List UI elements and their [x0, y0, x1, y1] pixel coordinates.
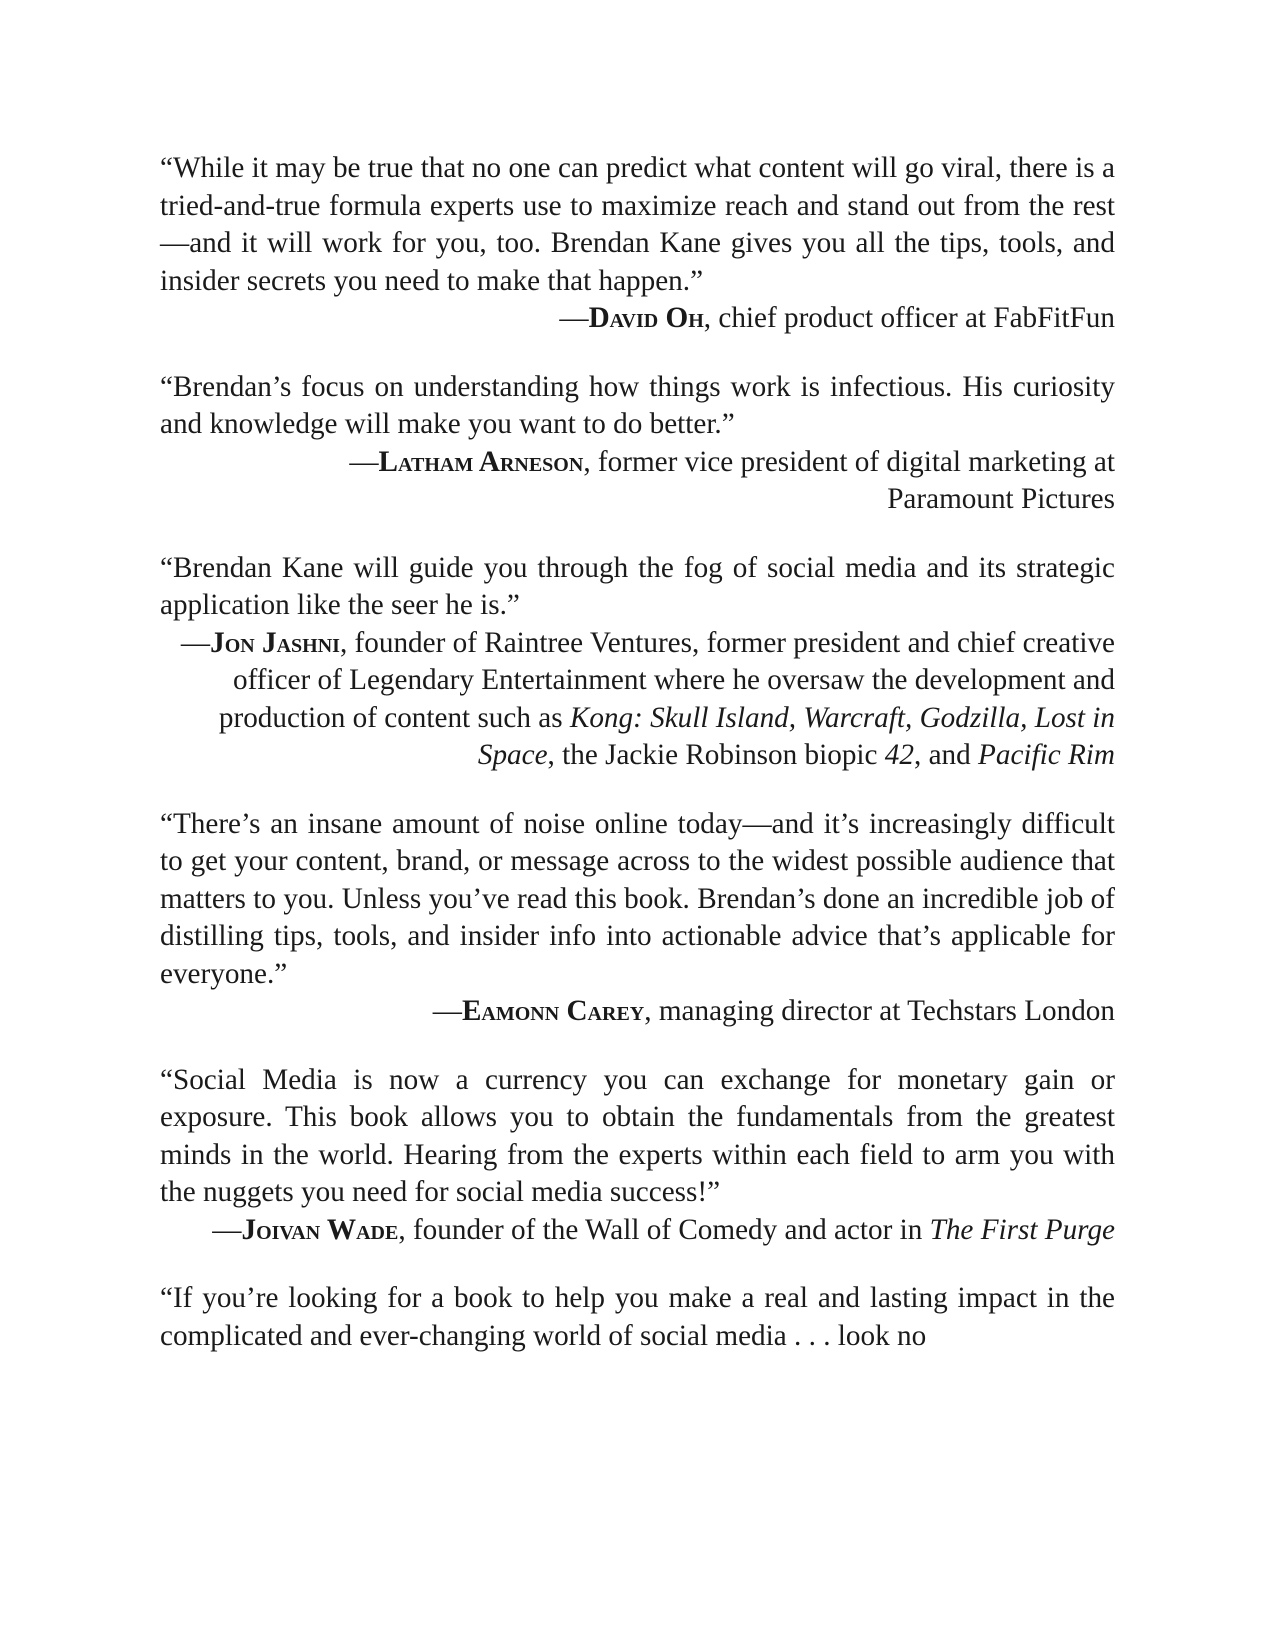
blurb-quote: “While it may be true that no one can predict what content will go viral, there is a tried-and-true formula experts use to maximize reach and stand out from the rest—and it will work for you, too. Brendan Kane gives you all the tips, tools, and insider secrets you need to make that happen.”: [160, 152, 1115, 297]
blurb-quote: “Social Media is now a currency you can exchange for monetary gain or exposure. This book allows you to obtain the fundamentals from the greatest minds in the world. Hearing from the experts within each field to arm you with the nuggets you need for social media success!”: [160, 1063, 1115, 1208]
attribution-dash: —: [180, 626, 211, 659]
blurb-attribution: [160, 1212, 1115, 1250]
attribution-title: The First Purge: [929, 1213, 1115, 1246]
attribution-title: Kong: Skull Island, Warcraft, Godzilla, Lost in Space: [477, 701, 1115, 771]
attribution-role: , managing director at Techstars London: [644, 995, 1115, 1027]
attribution-title: 42: [884, 739, 914, 771]
attribution-name: Joivan Wade: [241, 1213, 399, 1246]
attribution-name: David Oh: [588, 302, 704, 334]
attribution-title: Pacific Rim: [978, 739, 1115, 771]
blurb-quote: “If you’re looking for a book to help you make a real and lasting impact in the complicated and ever-changing world of social media . . . look no: [160, 1282, 1115, 1352]
blurb-attribution: [160, 300, 1115, 338]
attribution-dash: —: [349, 445, 379, 478]
attribution-role: , founder of Raintree Ventures, former president and chief creative officer of Legendary Entertainment where he oversaw the development and production of content such as: [218, 626, 1115, 734]
blurb-quote: “Brendan Kane will guide you through the fog of social media and its strategic application like the seer he is.”: [160, 551, 1115, 621]
blurb-attribution: [160, 444, 1115, 519]
attribution-name: Eamonn Carey: [461, 995, 645, 1027]
attribution-role: , the Jackie Robinson biopic: [547, 739, 885, 771]
attribution-role: , and: [913, 739, 979, 771]
attribution-dash: —: [212, 1213, 242, 1246]
attribution-dash: —: [432, 995, 462, 1027]
blurb-attribution: [160, 993, 1115, 1031]
attribution-name: Latham Arneson: [378, 445, 584, 478]
blurb-quote: “Brendan’s focus on understanding how things work is infectious. His curiosity and knowledge will make you want to do better.”: [160, 370, 1115, 440]
attribution-role: , founder of the Wall of Comedy and actor in: [398, 1213, 930, 1246]
attribution-role: , former vice president of digital marketing at Paramount Pictures: [583, 445, 1115, 515]
blurb-quote: “There’s an insane amount of noise online today—and it’s increasingly difficult to get your content, brand, or message across to the widest possible audience that matters to you. Unless you’ve read this book. Brendan’s done an incredible job of distilling tips, tools, and insider info into actionable advice that’s applicable for everyone.”: [160, 807, 1115, 990]
attribution-role: , chief product officer at FabFitFun: [703, 302, 1115, 334]
blurbs-page: [160, 150, 1115, 1355]
attribution-dash: —: [559, 302, 589, 334]
blurb-attribution: [160, 625, 1115, 775]
attribution-name: Jon Jashni: [210, 626, 340, 659]
